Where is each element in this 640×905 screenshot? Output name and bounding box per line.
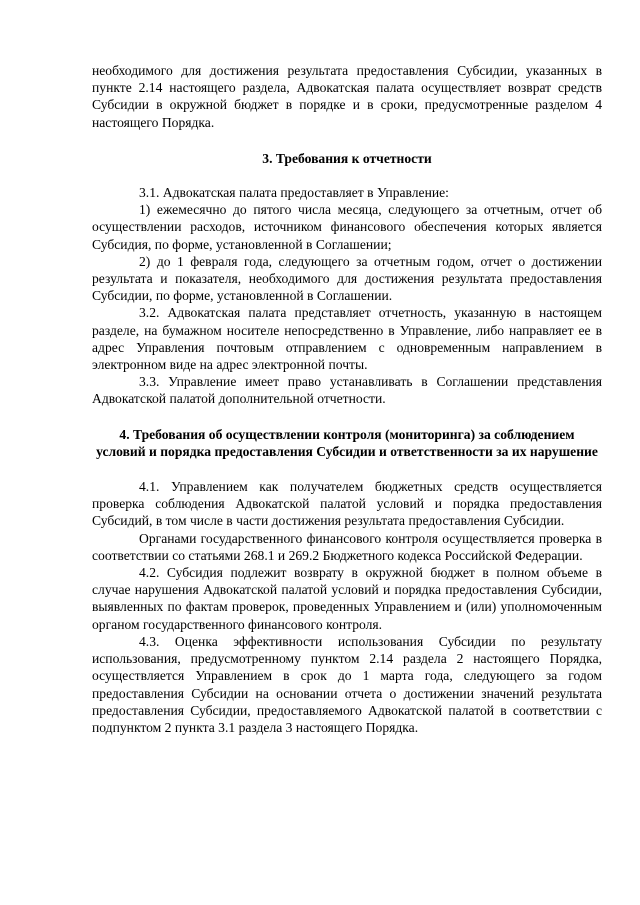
- paragraph-3-1-item-1: 1) ежемесячно до пятого числа месяца, следующего за отчетным, отчет об осуществлении расходов, источником финансового обеспечения которых является Субсидия, по форме, установленной в Соглашении;: [92, 202, 602, 252]
- paragraph-4-2: 4.2. Субсидия подлежит возврату в окружной бюджет в полном объеме в случае нарушения Адвокатской палатой условий и порядка предоставления Субсидии, выявленных по фактам проверок, проведенных Управлением и (или) уполномоченным органом государственного финансового контроля.: [92, 565, 602, 632]
- section-4-heading: 4. Требования об осуществлении контроля (мониторинга) за соблюдением условий и порядка предоставления Субсидии и ответственности за их нарушение: [96, 426, 598, 459]
- document-page: [92, 62, 602, 736]
- paragraph-3-1-item-2: 2) до 1 февраля года, следующего за отчетным годом, отчет о достижении результата и показателя, необходимого для достижения результата предоставления Субсидии, по форме, установленной в Соглашении.: [92, 253, 602, 304]
- paragraph-3-1: 3.1. Адвокатская палата предоставляет в Управление:: [139, 185, 449, 201]
- paragraph-4-1-financial-control: Органами государственного финансового контроля осуществляется проверка в соответствии со статьями 268.1 и 269.2 Бюджетного кодекса Российской Федерации.: [92, 530, 602, 563]
- paragraph-4-3: 4.3. Оценка эффективности использования Субсидии по результату использования, предусмотренному пунктом 2.14 раздела 2 настоящего Порядка, осуществляется Управлением в срок до 1 марта года, следующего за годом предоставления Субсидии на основании отчета о достижении значений результата предоставления Субсидии, предоставляемого Адвокатской палатой в соответствии с подпунктом 2 пункта 3.1 раздела 3 настоящего Порядка.: [92, 633, 602, 735]
- paragraph-4-1: 4.1. Управлением как получателем бюджетных средств осуществляется проверка соблюдения Адвокатской палатой условий и порядка предоставления Субсидий, в том числе в части достижения результата предоставления Субсидии.: [92, 479, 602, 529]
- section-3-heading: 3. Требования к отчетности: [262, 150, 432, 166]
- paragraph-3-2: 3.2. Адвокатская палата представляет отчетность, указанную в настоящем разделе, на бумажном носителе непосредственно в Управление, либо направляет ее в адрес Управления почтовым отправлением с одновременным направлением в электронном виде на адрес электронной почты.: [92, 305, 602, 373]
- paragraph-3-3: 3.3. Управление имеет право устанавливать в Соглашении представления Адвокатской палатой дополнительной отчетности.: [92, 374, 602, 407]
- intro-paragraph: необходимого для достижения результата предоставления Субсидии, указанных в пункте 2.14 настоящего раздела, Адвокатская палата осуществляет возврат средств Субсидии в окружной бюджет в порядке и в сроки, предусмотренные разделом 4 настоящего Порядка.: [92, 63, 602, 130]
